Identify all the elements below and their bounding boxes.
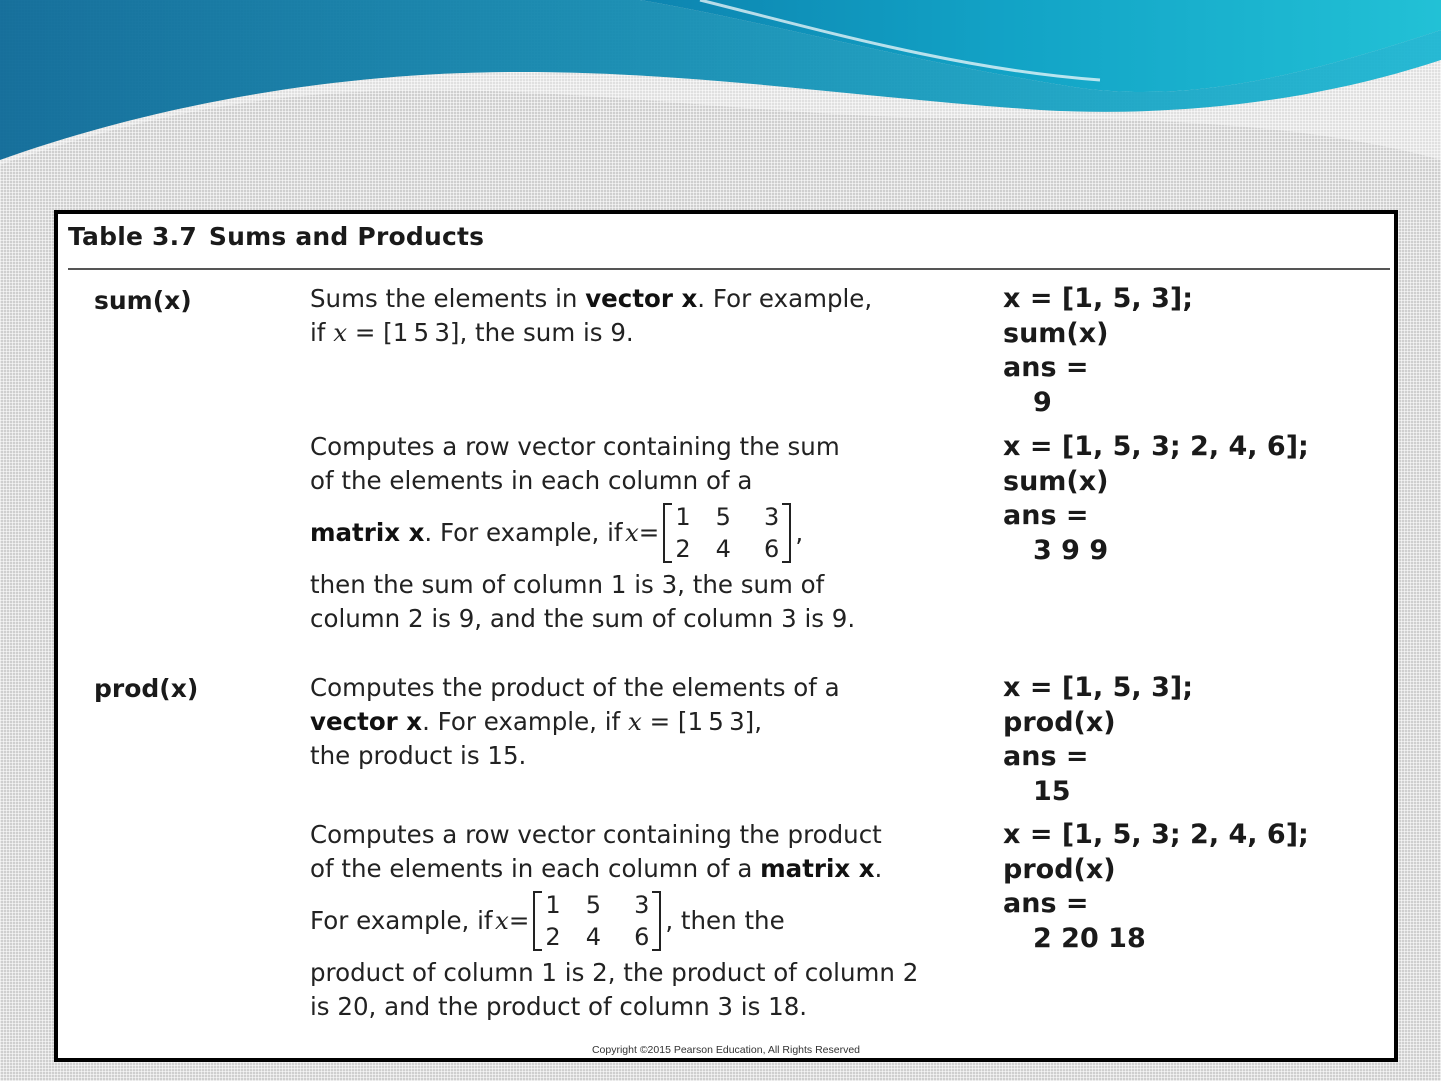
desc-line-with-matrix (310, 886, 960, 956)
matrix-cell: 4 (715, 535, 731, 563)
math-variable: x (333, 318, 348, 347)
text-fragment: 3], the sum is 9. (434, 318, 634, 347)
prod-vector-description (310, 671, 960, 773)
code-line: ans = (1003, 352, 1089, 383)
text-fragment: = [1 (641, 707, 704, 736)
desc-line: the product is 15. (310, 741, 527, 770)
bold-term: matrix x (310, 518, 425, 547)
text-fragment: . For example, (697, 284, 873, 313)
copyright-notice: Copyright ©2015 Pearson Education, All Rights Reserved (591, 1044, 861, 1056)
matrix-cell: 1 (545, 891, 561, 919)
code-line: prod(x) (1003, 706, 1116, 738)
sum-matrix-description (310, 430, 960, 636)
text-fragment: = (638, 518, 660, 547)
code-result: 2 20 18 (1033, 922, 1146, 954)
desc-line: product of column 1 is 2, the product of column 2 (310, 958, 919, 987)
slide-header-banner (0, 0, 1441, 200)
table-caption (68, 222, 484, 251)
prod-matrix-code (1003, 818, 1309, 956)
matrix-cell: 5 (715, 503, 731, 531)
code-line: sum(x) (1003, 317, 1109, 349)
bold-term: vector x (585, 284, 698, 313)
prod-vector-code (1003, 671, 1193, 809)
desc-line: Computes a row vector containing the sum (310, 432, 840, 461)
desc-line (310, 705, 960, 739)
code-line: prod(x) (1003, 853, 1116, 885)
matrix-cell: 2 (545, 923, 561, 951)
code-result: 9 (1033, 386, 1052, 418)
math-variable: x (624, 518, 639, 547)
text-fragment: Sums the elements in (310, 284, 586, 313)
code-line: x = [1, 5, 3]; (1003, 672, 1193, 703)
example-matrix (663, 501, 791, 565)
text-fragment: of the elements in each column of a (310, 854, 761, 883)
matrix-row (675, 501, 779, 533)
matrix-cell: 3 (634, 891, 650, 919)
table-title: Sums and Products (208, 222, 485, 251)
matrix-cell: 4 (585, 923, 601, 951)
text-fragment: = [1 (347, 318, 409, 347)
desc-line (310, 852, 960, 886)
text-fragment: = (508, 906, 530, 935)
code-line: x = [1, 5, 3; 2, 4, 6]; (1003, 819, 1309, 850)
sum-vector-code (1003, 282, 1193, 420)
matrix-cell: 2 (675, 535, 691, 563)
text-fragment: . For example, if (424, 518, 623, 547)
desc-line: column 2 is 9, and the sum of column 3 is 9. (310, 604, 856, 633)
sum-vector-description (310, 282, 960, 350)
math-variable: x (627, 707, 642, 736)
code-result: 3 9 9 (1033, 534, 1109, 566)
desc-line: then the sum of column 1 is 3, the sum of (310, 570, 825, 599)
bold-term: matrix x (760, 854, 875, 883)
matrix-row (545, 889, 649, 921)
function-name-prod: prod(x) (94, 674, 199, 703)
desc-line: Computes the product of the elements of a (310, 673, 840, 702)
bold-term: vector x (310, 707, 423, 736)
text-fragment: , (795, 518, 804, 547)
text-fragment: For example, if (310, 906, 493, 935)
vector-element: 5 (708, 707, 724, 736)
text-fragment: , then the (665, 906, 785, 935)
table-number: Table 3.7 (68, 222, 197, 251)
text-fragment: . (874, 854, 883, 883)
desc-line (310, 316, 960, 350)
wave-decoration (0, 0, 1441, 200)
code-line: sum(x) (1003, 465, 1109, 497)
caption-divider (68, 268, 1390, 270)
code-line: x = [1, 5, 3; 2, 4, 6]; (1003, 431, 1309, 462)
desc-line: Computes a row vector containing the product (310, 820, 882, 849)
matrix-cell: 6 (764, 535, 780, 563)
code-line: ans = (1003, 888, 1089, 919)
example-matrix (533, 889, 661, 953)
sum-matrix-code (1003, 430, 1309, 568)
matrix-cell: 1 (675, 503, 691, 531)
table-3-7 (54, 210, 1398, 1062)
matrix-row (675, 533, 779, 565)
text-fragment: if (310, 318, 334, 347)
code-line: ans = (1003, 741, 1089, 772)
matrix-cell: 5 (585, 891, 601, 919)
text-fragment: 3], (729, 707, 762, 736)
desc-line: is 20, and the product of column 3 is 18. (310, 992, 808, 1021)
code-line: ans = (1003, 500, 1089, 531)
code-result: 15 (1033, 775, 1071, 807)
code-line: x = [1, 5, 3]; (1003, 283, 1193, 314)
desc-line (310, 282, 960, 316)
text-fragment: . For example, if (422, 707, 628, 736)
matrix-row (545, 921, 649, 953)
desc-line: of the elements in each column of a (310, 466, 753, 495)
function-name-sum: sum(x) (94, 286, 192, 315)
math-variable: x (494, 906, 509, 935)
matrix-cell: 3 (764, 503, 780, 531)
matrix-cell: 6 (634, 923, 650, 951)
vector-element: 5 (413, 318, 430, 347)
prod-matrix-description (310, 818, 960, 1024)
desc-line-with-matrix (310, 498, 960, 568)
